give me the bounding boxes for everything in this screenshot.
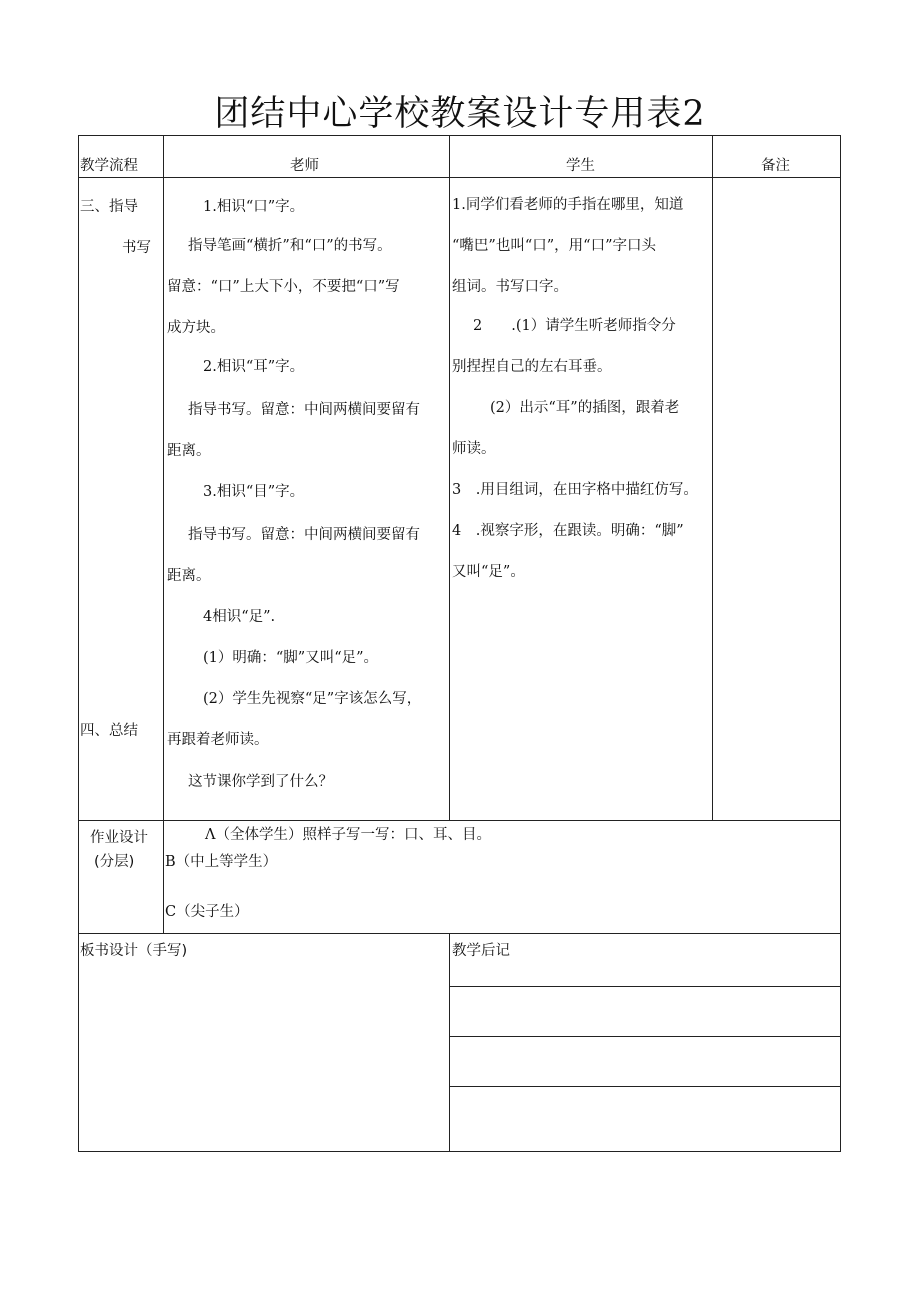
teacher-line: (2）学生先视察“足”字该怎么写， bbox=[203, 691, 422, 707]
afterword-row-line-2 bbox=[449, 1036, 841, 1037]
student-line: “嘴巴”也叫“口”，用“口”字口头 bbox=[452, 238, 656, 254]
board-afterword-divider bbox=[449, 933, 450, 1152]
student-line: 2 .(1）请学生听老师指令分 bbox=[473, 318, 676, 334]
board-design-label: 板书设计（手写) bbox=[80, 943, 188, 959]
student-line: 1.同学们看老师的手指在哪里，知道 bbox=[452, 197, 684, 213]
teacher-line: 距离。 bbox=[167, 568, 211, 584]
teacher-line: 这节课你学到了什么？ bbox=[188, 774, 333, 790]
teacher-line: 3.相识“目”字。 bbox=[203, 484, 305, 500]
header-divider bbox=[78, 177, 841, 178]
afterword-label: 教学后记 bbox=[452, 943, 510, 959]
page-title: 团结中心学校教案设计专用表2 bbox=[214, 94, 706, 134]
header-notes: 备注 bbox=[761, 158, 790, 174]
homework-level-b: B（中上等学生） bbox=[165, 854, 278, 870]
homework-label-line2: (分层) bbox=[94, 854, 135, 870]
flow-column-divider bbox=[163, 135, 164, 933]
table-border-bottom bbox=[78, 1151, 841, 1152]
homework-divider bbox=[78, 933, 841, 934]
flow-step4: 四、总结 bbox=[80, 723, 138, 739]
teacher-column-divider bbox=[449, 135, 450, 821]
student-line: 3 .用目组词，在田字格中描红仿写。 bbox=[452, 482, 698, 498]
teacher-line: 指导书写。留意：中间两横间要留有 bbox=[188, 527, 420, 543]
header-teacher: 老师 bbox=[290, 158, 319, 174]
student-line: 4 .视察字形，在跟读。明确：“脚” bbox=[452, 523, 684, 539]
student-line: (2）出示“耳”的插图，跟着老 bbox=[490, 400, 680, 416]
teacher-line: 留意：“口”上大下小，不要把“口”写 bbox=[167, 279, 400, 295]
teacher-line: 指导书写。留意：中间两横间要留有 bbox=[188, 402, 420, 418]
student-line: 又叫“足”。 bbox=[452, 564, 525, 580]
homework-level-a: Λ（全体学生）照样子写一写：口、耳、目。 bbox=[205, 827, 491, 843]
student-line: 师读。 bbox=[452, 441, 496, 457]
teacher-line: 距离。 bbox=[167, 443, 211, 459]
header-flow: 教学流程 bbox=[80, 158, 138, 174]
homework-level-c: C（尖子生） bbox=[165, 904, 249, 920]
student-line: 别捏捏自己的左右耳垂。 bbox=[452, 359, 612, 375]
teacher-line: 指导笔画“横折”和“口”的书写。 bbox=[188, 238, 392, 254]
afterword-row-line-3 bbox=[449, 1086, 841, 1087]
teacher-line: 成方块。 bbox=[167, 320, 225, 336]
homework-label-line1: 作业设计 bbox=[90, 830, 148, 846]
teacher-line: (1）明确：“脚”又叫“足”。 bbox=[203, 650, 379, 666]
table-border-right bbox=[840, 135, 841, 1152]
table-border-top bbox=[78, 135, 841, 136]
teacher-line: 1.相识“口”字。 bbox=[203, 199, 305, 215]
teacher-line: 4相识“足”. bbox=[203, 609, 276, 625]
student-column-divider bbox=[712, 135, 713, 821]
flow-step3-line2: 书写 bbox=[122, 240, 151, 256]
afterword-row-line-1 bbox=[449, 986, 841, 987]
student-line: 组词。书写口字。 bbox=[452, 279, 568, 295]
header-student: 学生 bbox=[566, 158, 595, 174]
teacher-line: 2.相识“耳”字。 bbox=[203, 359, 305, 375]
body-divider bbox=[78, 820, 841, 821]
table-border-left bbox=[78, 135, 79, 1152]
flow-step3-line1: 三、指导 bbox=[80, 199, 138, 215]
teacher-line: 再跟着老师读。 bbox=[167, 732, 269, 748]
